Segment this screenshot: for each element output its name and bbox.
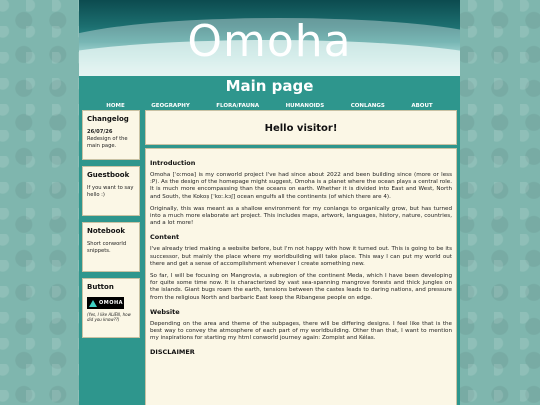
- guestbook-box[interactable]: [82, 166, 140, 216]
- site-badge-button[interactable]: [87, 297, 124, 309]
- nav-geography[interactable]: GEOGRAPHY: [151, 103, 190, 109]
- guestbook-title[interactable]: Guestbook: [87, 171, 130, 179]
- nav-humanoids[interactable]: HUMANOIDS: [285, 103, 325, 109]
- intro-paragraph: Originally, this was meant as a shallow environment for my conlangs to organically grow, but has turned into a much more elaborate art project. This includes maps, artwork, languages, history, nature, countries, and a lot more!: [150, 205, 452, 227]
- badge-logo-icon: [89, 300, 97, 307]
- changelog-date: 26/07/26: [87, 129, 113, 135]
- notebook-title[interactable]: Notebook: [87, 227, 126, 235]
- guestbook-text: If you want to say hello :): [87, 185, 134, 198]
- changelog-title[interactable]: Changelog: [87, 115, 129, 123]
- nav-conlangs[interactable]: CONLANGS: [350, 103, 385, 109]
- content-paragraph: So far, I will be focusing on Mangrovia, a subregion of the continent Meda, which I have been developing for quite some time now. It is characterized by vast sea-spanning mangrove forests and thick jungles on the islands. Giant bugs roam the earth, tensions between the castes leads to daring nations, and pressure from the religious North and barbaric East keep the Ribangese people on edge.: [150, 273, 452, 301]
- content-heading: Content: [150, 233, 180, 242]
- page-title: Main page: [225, 77, 314, 95]
- nav-about[interactable]: ABOUT: [411, 103, 433, 109]
- changelog-entry: [87, 129, 135, 150]
- intro-paragraph: Omoha [ˈoːmoa] is my conworld project I've had since about 2022 and been building since (more or less :P). As the design of the homepage might suggest, Omoha is a planet where the ocean plays a central role. It is much more encompassing than the oceans on earth. Whether it is divided into East and West, North and South, the Kokoṣ [ˈkoː.kɔʃ] ocean engulfs all the continents (of which there are 4).: [150, 172, 452, 200]
- disclaimer-heading: DISCLAIMER: [150, 348, 195, 357]
- button-note: (Yes, I like ALIEN, how did you know??): [87, 312, 131, 322]
- greeting: Hello visitor!: [264, 123, 338, 134]
- page: [79, 0, 460, 405]
- nav-flora-fauna[interactable]: FLORA/FAUNA: [216, 103, 260, 109]
- notebook-box[interactable]: [82, 222, 140, 272]
- notebook-text: Short conworld snippets.: [87, 241, 127, 254]
- site-logo[interactable]: Omoha: [187, 16, 352, 67]
- badge-text: OMOHA: [99, 300, 124, 306]
- button-box: [82, 278, 140, 338]
- changelog-box: [82, 110, 140, 160]
- changelog-text: Redesign of the main page.: [87, 136, 128, 149]
- article: [145, 148, 457, 405]
- nav-home[interactable]: HOME: [106, 103, 125, 109]
- intro-heading: Introduction: [150, 159, 196, 167]
- website-heading: Website: [150, 307, 180, 316]
- button-title: Button: [87, 283, 114, 291]
- banner: [79, 0, 460, 76]
- greeting-box: [145, 110, 457, 145]
- website-paragraph: Depending on the area and theme of the subpages, there will be differing designs. I feel like that is the best way to convey the atmosphere of each part of my worldbuilding. Other than that, I want to mention my inspirations for starting my html conworld journey again: Zompist and Kélas.: [150, 320, 452, 342]
- content-paragraph: I've already tried making a website before, but I'm not happy with how it turned out. This is going to be its successor, but mainly the place where my worldbuilding will take place. This way I can put my world out there and get a sense of accomplishment whenever I create something new.: [150, 246, 452, 267]
